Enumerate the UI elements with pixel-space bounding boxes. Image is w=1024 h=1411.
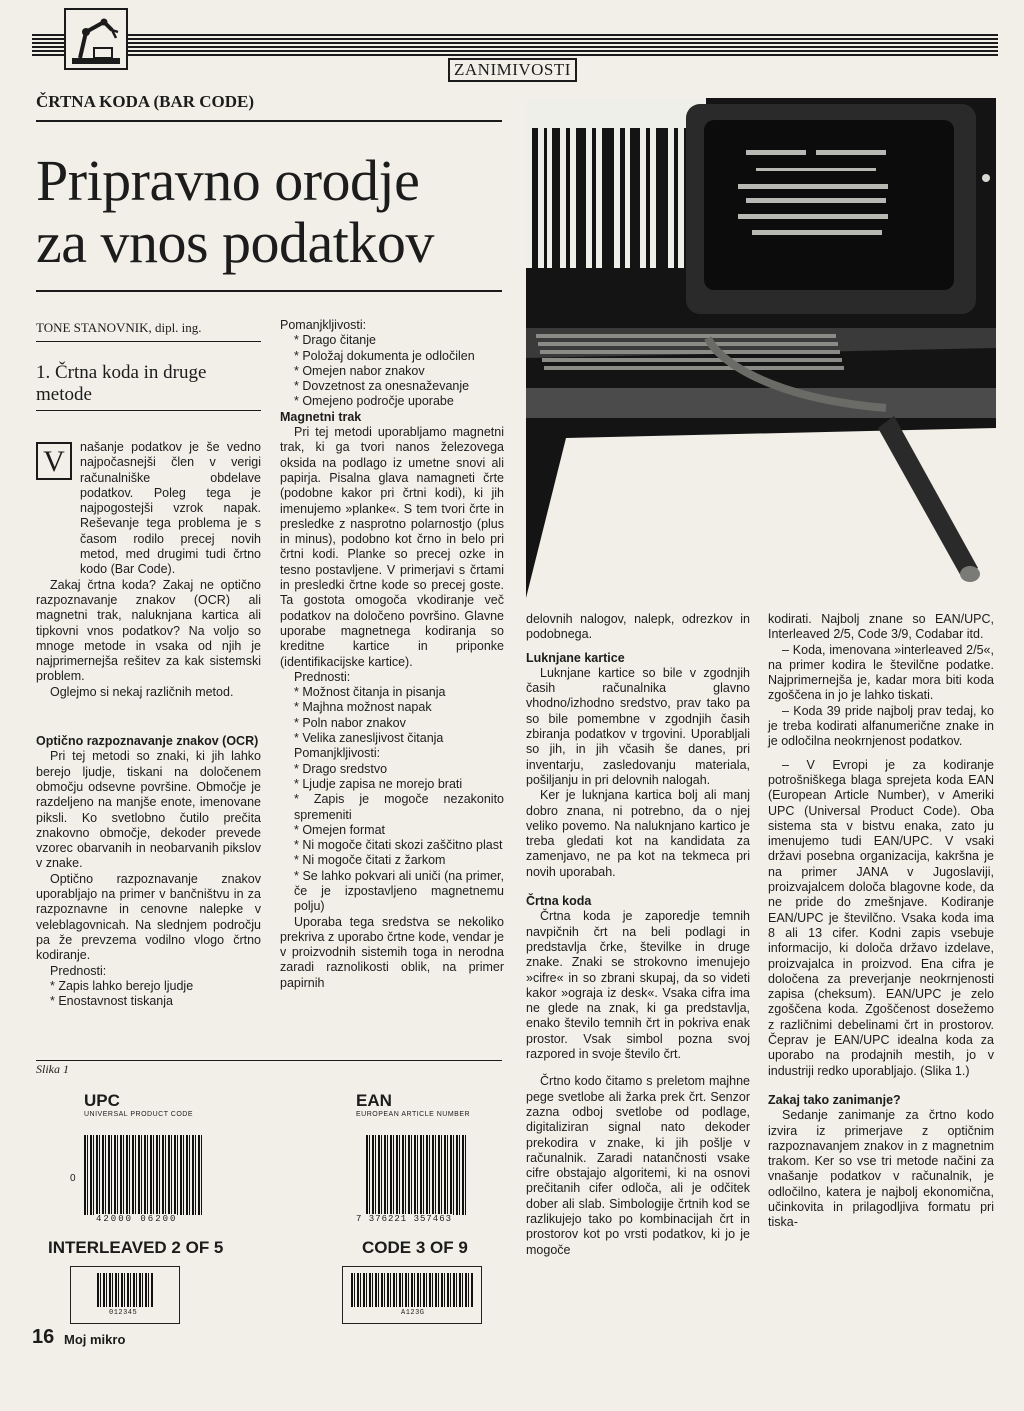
paragraph: Črtna koda je zaporedje temnih navpičnih črt na beli podlagi in predstavlja črke, številke in druge znake. Znaki se strokovno imenujejo »cifre« in so zbrani skupaj, da so videti kakor »ograja iz desk«. Vsaka cifra ima ne glede na znak, ki ga predstavlja, enako število temnih črt in pokriva enak prostor. Vsak simbol pozna svoj razpored in svoje število črt. bbox=[526, 909, 750, 1062]
paragraph: – Koda, imenovana »interleaved 2/5«, na primer kodira le številčne podatke. Najprimernejša je, kadar mora biti koda zgoščena in jo je lahko tiskati. bbox=[768, 642, 994, 703]
dropcap: V bbox=[36, 442, 72, 480]
list-item: * Omejen nabor znakov bbox=[294, 363, 425, 378]
barcode-heading: Črtna koda bbox=[526, 894, 592, 909]
paragraph: – V Evropi je za kodiranje potrošniškega blaga sprejeta koda EAN (European Article Number), v Ameriki UPC (Universal Product Code). Oba sistema sta v bistvu enaka, zato ju imenujemo tudi EAN/UPC. V vsaki državi posebna organizacija, kakršna je na primer JANA v Jugoslaviji, proizvajalcem določa blagovne kode, da ne pride do zmešnjave. Kodiranje EAN/UPC je številčno. Vsaka koda ima 8 ali 13 cifer. Kodni zapis vsebuje informacijo, ki določa državo izdelave, proizvajalca in proizvod. Ena cifra je določena za preverjanje neokrnjenosti zapisa (cheksum). EAN/UPC je zelo zgoščena koda. Zgoščenost dosežemo z različnimi debelinami črt in prostorov. Čeprav je EAN/UPC idealna koda za uporabo na prodajnih mestih, jo v industriji redko uporabljajo. (Slika 1.) bbox=[768, 757, 994, 1078]
list-item: * Položaj dokumenta je odločilen bbox=[294, 348, 475, 363]
punched-cards-heading: Luknjane kartice bbox=[526, 650, 625, 665]
list-item: * Velika zanesljivost čitanja bbox=[294, 731, 444, 746]
paragraph: – Koda 39 pride najbolj prav tedaj, ko je treba kodirati alfanumerične znake in je odločilna neokrnjenost podatkov. bbox=[768, 703, 994, 749]
paragraph: Uporaba tega sredstva se nekoliko prekriva z uporabo črtne kode, vendar je v proizvodnih sistemih toga in nerodna zaradi raznolikosti oblik, na primer papirnih bbox=[280, 914, 504, 990]
paragraph: Sedanje zanimanje za črtno kodo izvira iz primerjave z optičnim razpoznavanjem znakov in z magnetnim trakom. Ker so vse tri metode načini za vnašanje podatkov v računalnik, je odločilno, katera je najbolj ekonomična, učinkovita in prilagodljiva formatu pri tiska- bbox=[768, 1108, 994, 1230]
paragraph: Luknjane kartice so bile v zgodnjih časih računalnika glavno vhodno/izhodno sredstvo, prav tako pa so bile pomembne v zgodnjih časih zbiranja podatkov v trgovini. Uporabljali so jih, in jih včasih še danes, pri inventarju, zasledovanju materiala, pošiljanju in pri delovnih nalogah. bbox=[526, 665, 750, 787]
list-item: * Dovzetnost za onesnaževanje bbox=[294, 379, 470, 394]
list-item: * Drago čitanje bbox=[294, 333, 376, 348]
author-byline: TONE STANOVNIK, dipl. ing. bbox=[36, 320, 202, 335]
interleaved-frame bbox=[70, 1266, 180, 1324]
upc-barcode bbox=[84, 1135, 204, 1215]
chapter-rule bbox=[36, 410, 261, 411]
magazine-name: Moj mikro bbox=[64, 1332, 126, 1347]
list-item: * Možnost čitanja in pisanja bbox=[294, 685, 446, 700]
author-rule bbox=[36, 341, 261, 342]
interleaved-title: INTERLEAVED 2 OF 5 bbox=[48, 1238, 224, 1257]
code39-barcode bbox=[351, 1273, 473, 1307]
code39-digits: A123G bbox=[401, 1309, 425, 1317]
magnetic-heading: Magnetni trak bbox=[280, 409, 362, 424]
paragraph: delovnih nalogov, nalepk, odrezkov in podobnega. bbox=[526, 612, 750, 642]
intro-paragraph: našanje podatkov je še vedno najpočasnejši člen v verigi računalniške obdelave podatkov. Poleg tega je najpogostejši vzrok napak. Reševanje tega problema je s časom rodilo precej novih metod, med drugimi tudi črtno kodo (Bar Code). bbox=[80, 440, 261, 577]
cons-label: Pomanjkljivosti: bbox=[294, 746, 381, 761]
kicker: ČRTNA KODA (BAR CODE) bbox=[36, 92, 255, 111]
paragraph: Črtno kodo čitamo s preletom majhne pege svetlobe ali žarka prek črt. Senzor zazna odboj svetlobe od podlage, digitaliziran signal nato dekoder prekodira v znake, ki jih pošlje v računalnik. Zaradi natančnosti vsake cifre obstajajo algoritemi, ki na osnovi prečitanih cifer odloča, ali je odčitek dober ali slab. Simbologije črtnih kod se razlikujejo tako po kombinacijah črt in prostorov kot po vrsti podatkov, ki jo je mogoče bbox=[526, 1074, 750, 1257]
photo-barcode-terminal bbox=[526, 98, 996, 598]
paragraph: Optično razpoznavanje znakov uporabljajo na primer v bančništvu in za razpoznavne in cenovne nalepke v veleblagovnicah. Na slednjem področju pa že prevzema vodilno vlogo črtno kodiranje. bbox=[36, 871, 261, 963]
header-stripe bbox=[32, 34, 998, 56]
list-item: * Zapis lahko berejo ljudje bbox=[50, 978, 194, 993]
paragraph: Oglejmo si nekaj različnih metod. bbox=[50, 684, 234, 699]
list-item: * Se lahko pokvari ali uniči (na primer, če je izpostavljeno magnetnemu polju) bbox=[294, 868, 504, 914]
headline bbox=[36, 150, 516, 274]
upc-lead-digit: 0 bbox=[70, 1173, 76, 1184]
paragraph: Zakaj črtna koda? Zakaj ne optično razpoznavanje znakov (OCR) ali magnetni trak, naluknjana kartica ali tipkovni vnos podatkov? Na voljo so mnoge metode in vsaka od njih je najprimernejša rešitev za kak sistemski problem. bbox=[36, 577, 261, 684]
list-item: * Ni mogoče čitati skozi zaščitno plast bbox=[294, 838, 503, 853]
ean-digits: 7 376221 357463 bbox=[356, 1214, 453, 1224]
list-item: * Ljudje zapisa ne morejo brati bbox=[294, 776, 463, 791]
upc-sample bbox=[36, 1085, 266, 1240]
list-item: * Omejen format bbox=[294, 822, 386, 837]
robot-arm-logo-icon bbox=[64, 8, 128, 70]
upc-title: UPC bbox=[84, 1091, 120, 1110]
list-item: * Zapis je mogoče nezakonito spremeniti bbox=[294, 792, 504, 822]
list-item: * Enostavnost tiskanja bbox=[50, 994, 173, 1009]
code39-frame bbox=[342, 1266, 482, 1324]
list-item: * Poln nabor znakov bbox=[294, 715, 406, 730]
headline-line-1: Pripravno orodje bbox=[36, 148, 420, 213]
upc-digits: 42000 06200 bbox=[96, 1214, 178, 1224]
interleaved-barcode bbox=[97, 1273, 153, 1307]
paragraph: kodirati. Najbolj znane so EAN/UPC, Interleaved 2/5, Code 3/9, Codabar itd. bbox=[768, 612, 994, 642]
section-tag: ZANIMIVOSTI bbox=[448, 58, 577, 82]
code39-title: CODE 3 OF 9 bbox=[362, 1238, 468, 1257]
pros-label: Prednosti: bbox=[50, 963, 107, 978]
figure-rule bbox=[36, 1060, 502, 1061]
chapter-heading: 1. Črtna koda in druge metode bbox=[36, 362, 207, 405]
kicker-rule bbox=[36, 120, 502, 122]
column-3 bbox=[526, 612, 750, 1258]
headline-line-2: za vnos podatkov bbox=[36, 210, 434, 275]
paragraph: Ker je luknjana kartica bolj ali manj dobro znana, ni potrebno, da o njej veliko povemo. Na naluknjano kartico je treba gledati kot na kandidata za zamenjavo, ne pa kot na tekmeca pri novih uporabah. bbox=[526, 788, 750, 879]
list-item: * Drago sredstvo bbox=[294, 761, 388, 776]
ean-sample bbox=[330, 1085, 500, 1240]
list-item: * Majhna možnost napak bbox=[294, 700, 432, 715]
ean-title: EAN bbox=[356, 1091, 392, 1110]
why-heading: Zakaj tako zanimanje? bbox=[768, 1092, 901, 1107]
figure-label: Slika 1 bbox=[36, 1062, 69, 1076]
column-2 bbox=[280, 318, 504, 991]
headline-rule bbox=[36, 290, 502, 292]
pros-label: Prednosti: bbox=[294, 669, 351, 684]
paragraph: Pri tej metodi so znaki, ki jih lahko berejo ljudje, tiskani na določenem območju odsevne površine. Območje je razdeljeno na manjše enote, imenovane piksli. Ko svetlobno čutilo prečita znakovno območje, dekoder prevede vzorec obarvanih in neobarvanih pikslov v znake. bbox=[36, 749, 261, 871]
upc-subtitle: UNIVERSAL PRODUCT CODE bbox=[84, 1111, 194, 1118]
page-number: 16 bbox=[32, 1326, 55, 1348]
column-1 bbox=[36, 440, 261, 1009]
list-item: * Ni mogoče čitati z žarkom bbox=[294, 853, 446, 868]
column-4 bbox=[768, 612, 994, 1231]
ean-subtitle: EUROPEAN ARTICLE NUMBER bbox=[356, 1111, 471, 1118]
paragraph: Pri tej metodi uporabljamo magnetni trak, ki ga tvori nanos železovega oksida na podlago iz umetne snovi ali papirja. Pisalna glava namagneti črte (podobne kakor pri črtni kodi), ki jih imenujemo »planke«. S tem tvori črte in presledke z nasprotno polarnostjo (plus in minus), podobno kot črno in belo pri črtni kodi. Planke so precej ozke in tesno postavljene. V primerjavi s črtami in presledki črtne kode so precej goste. Ta gostota omogoča vkodiranje več podatkov na določeno površino. Glavne uporabe magnetnega kodiranja so kreditne kartice in priponke (identifikacijske kartice). bbox=[280, 425, 504, 669]
interleaved-digits: 012345 bbox=[109, 1309, 138, 1317]
ean-barcode bbox=[366, 1135, 466, 1215]
ocr-heading: Optično razpoznavanje znakov (OCR) bbox=[36, 734, 259, 749]
cons-label: Pomanjkljivosti: bbox=[280, 318, 367, 332]
list-item: * Omejeno področje uporabe bbox=[294, 394, 454, 409]
